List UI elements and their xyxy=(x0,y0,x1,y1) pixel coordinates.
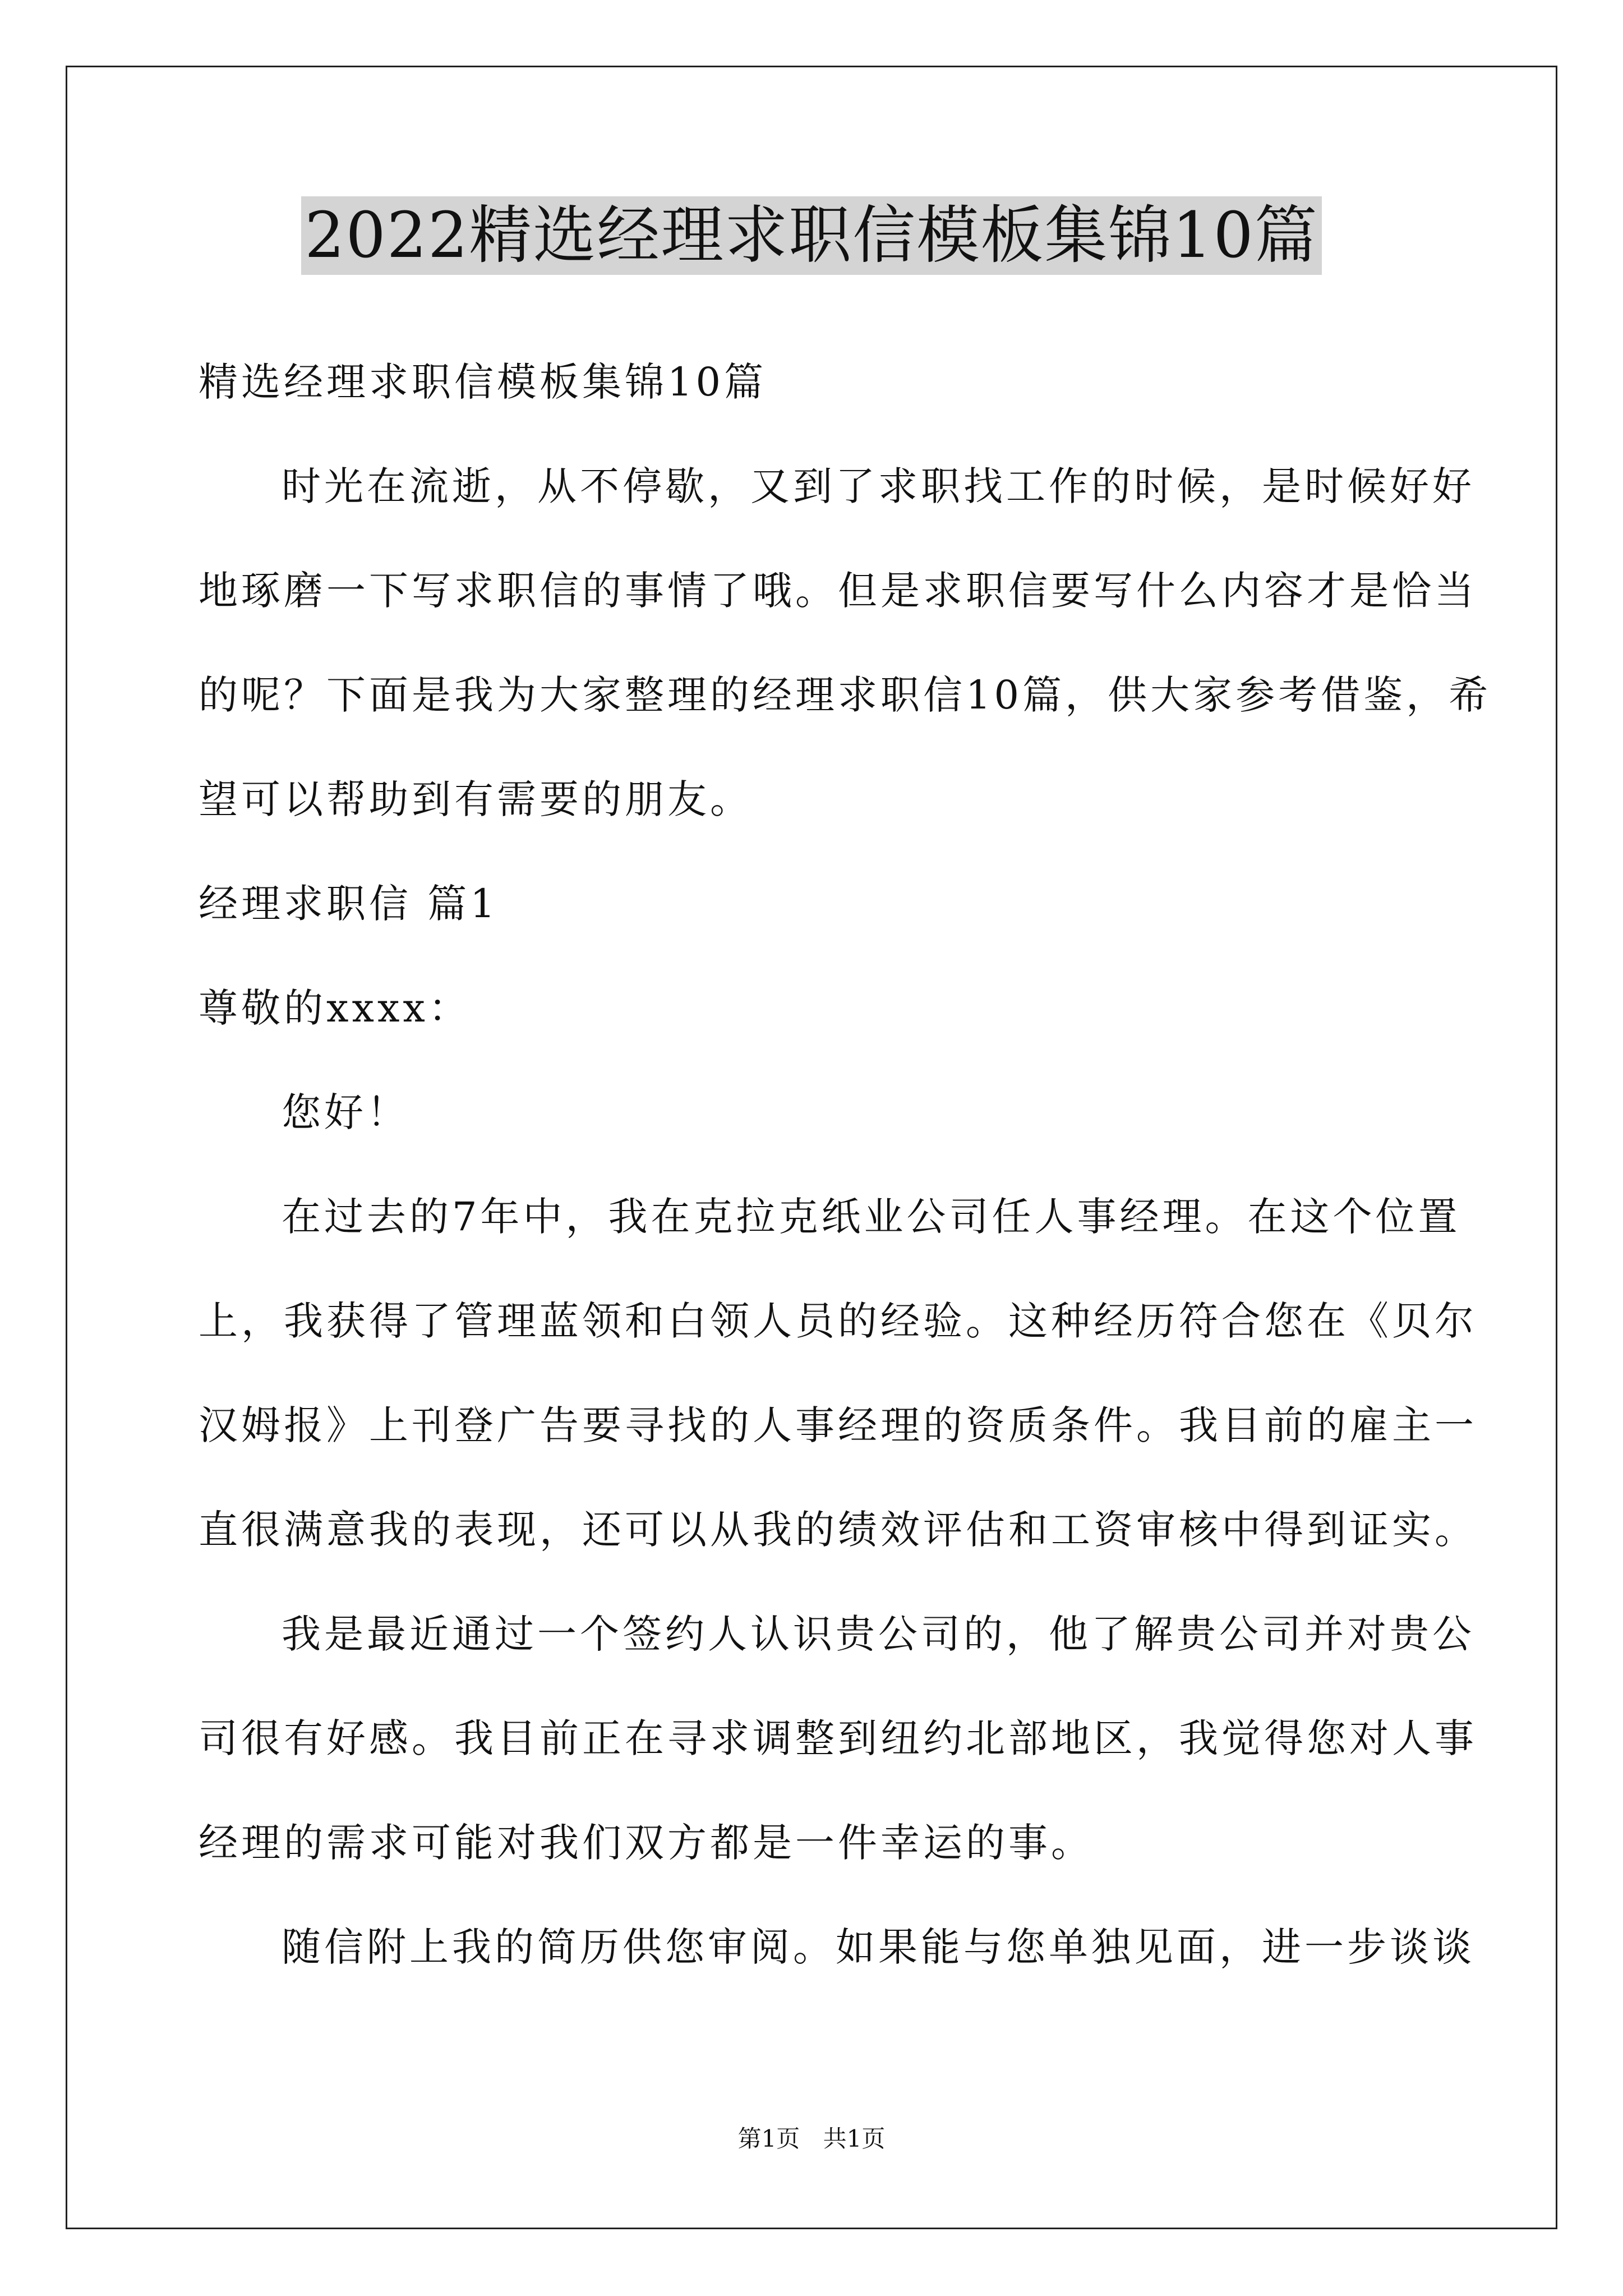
page-number: 第1页 xyxy=(737,2125,800,2152)
title-area xyxy=(0,196,1623,275)
intro-line: 望可以帮助到有需要的朋友。 xyxy=(199,776,753,822)
section-heading: 经理求职信 篇1 xyxy=(199,881,499,927)
paragraph-line: 直很满意我的表现，还可以从我的绩效评估和工资审核中得到证实。 xyxy=(199,1507,1477,1553)
salutation: 尊敬的xxxx： xyxy=(199,985,471,1031)
paragraph-line: 我是最近通过一个签约人认识贵公司的，他了解贵公司并对贵公 xyxy=(282,1611,1475,1657)
paragraph-line: 经理的需求可能对我们双方都是一件幸运的事。 xyxy=(199,1820,1094,1866)
intro-line: 时光在流逝，从不停歇，又到了求职找工作的时候，是时候好好 xyxy=(282,463,1475,509)
paragraph-line: 在过去的7年中，我在克拉克纸业公司任人事经理。在这个位置 xyxy=(282,1194,1461,1240)
intro-line: 的呢？下面是我为大家整理的经理求职信10篇，供大家参考借鉴，希 xyxy=(199,672,1492,718)
page-footer xyxy=(0,2125,1623,2153)
paragraph-line: 汉姆报》上刊登广告要寻找的人事经理的资质条件。我目前的雇主一 xyxy=(199,1402,1477,1448)
paragraph-line: 上，我获得了管理蓝领和白领人员的经验。这种经历符合您在《贝尔 xyxy=(199,1298,1477,1344)
greeting: 您好！ xyxy=(282,1089,409,1135)
page-count: 共1页 xyxy=(823,2125,886,2152)
paragraph-line: 随信附上我的简历供您审阅。如果能与您单独见面，进一步谈谈 xyxy=(282,1924,1475,1970)
intro-line: 地琢磨一下写求职信的事情了哦。但是求职信要写什么内容才是恰当 xyxy=(199,568,1477,614)
paragraph-line: 司很有好感。我目前正在寻求调整到纽约北部地区，我觉得您对人事 xyxy=(199,1715,1477,1761)
document-title: 2022精选经理求职信模板集锦10篇 xyxy=(301,196,1322,275)
document-subtitle: 精选经理求职信模板集锦10篇 xyxy=(199,359,767,405)
